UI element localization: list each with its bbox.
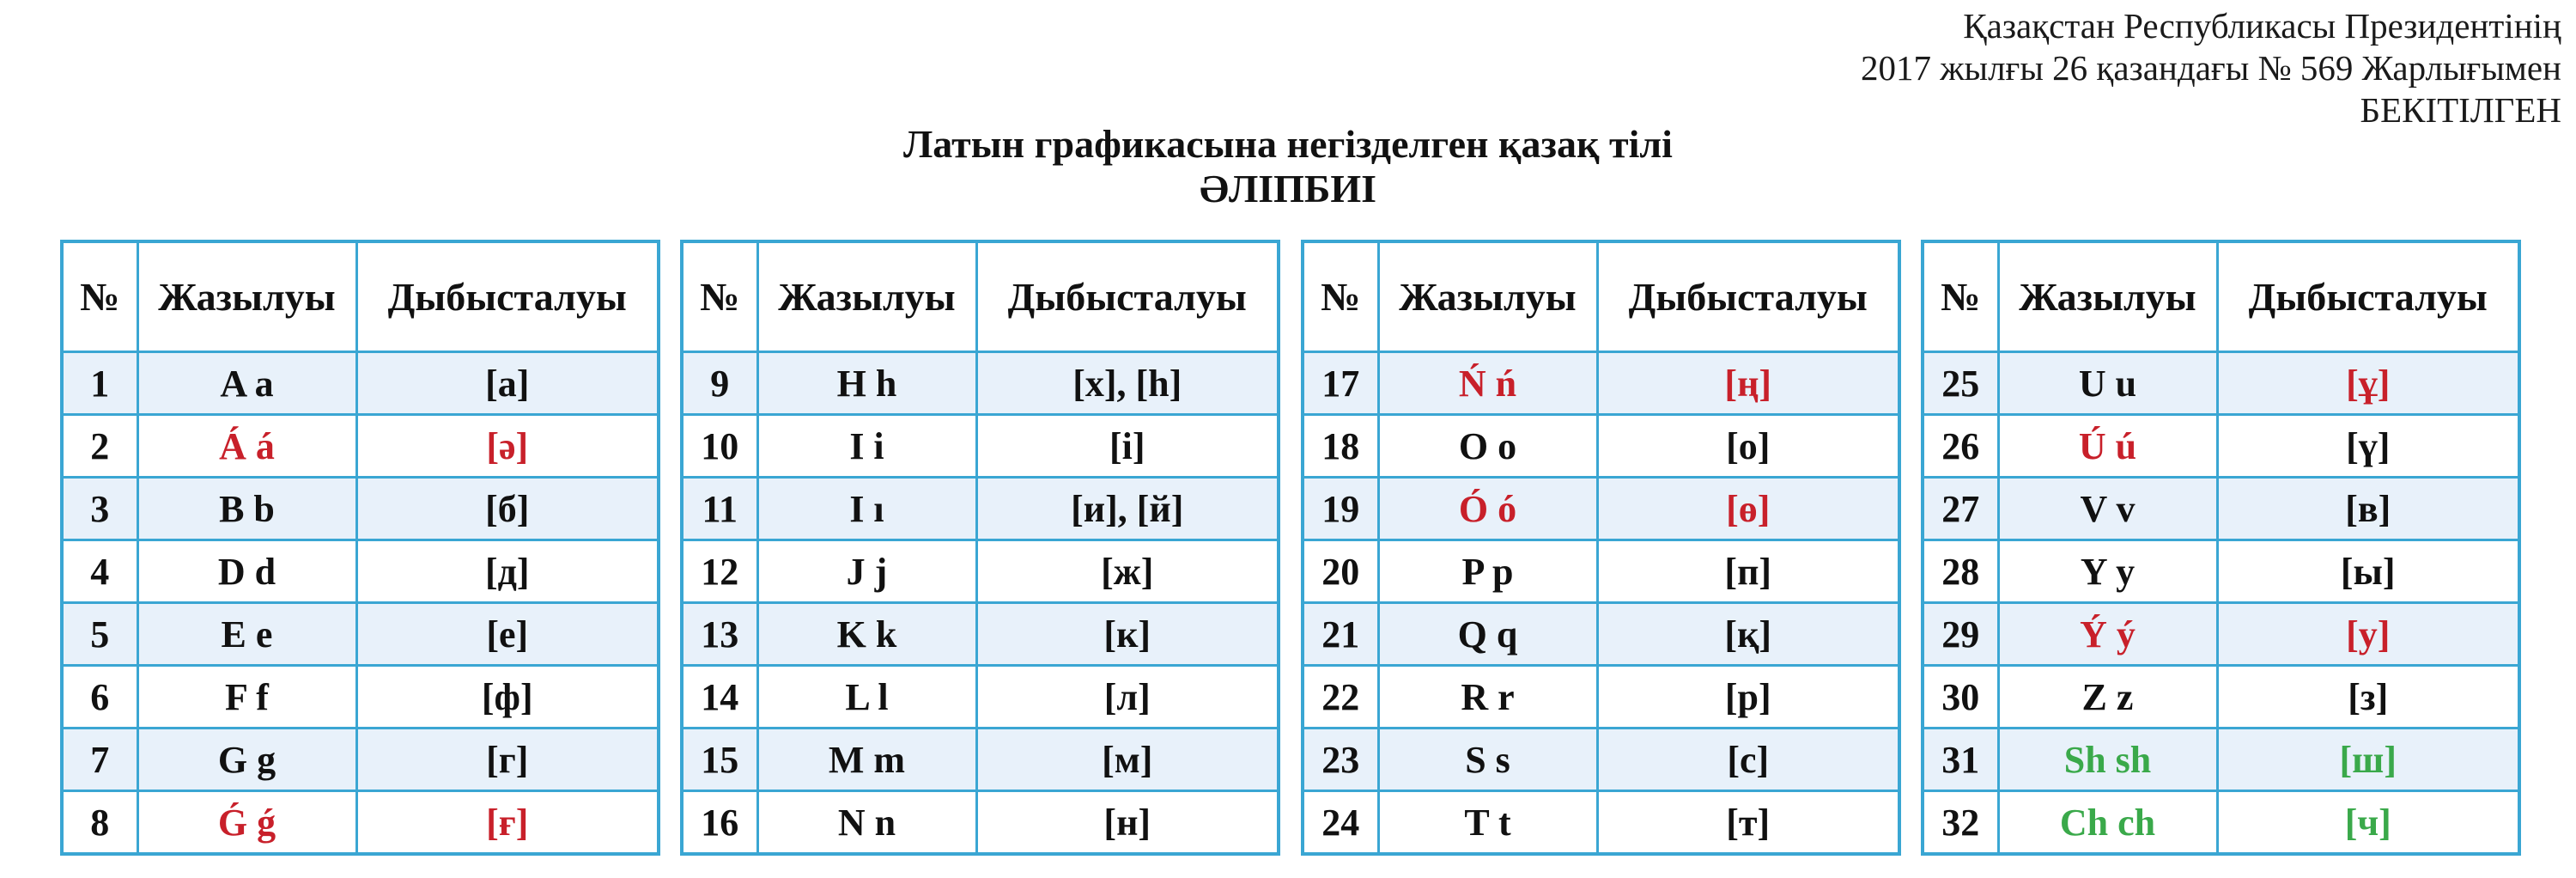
letter-pronunciation: [ң] bbox=[1597, 352, 1899, 415]
letter-writing: Ó ó bbox=[1378, 478, 1597, 540]
letter-writing: I i bbox=[757, 415, 976, 478]
letter-pronunciation: [д] bbox=[356, 540, 659, 603]
table-row bbox=[1303, 415, 1899, 478]
letter-number: 21 bbox=[1303, 603, 1378, 666]
letter-pronunciation: [ғ] bbox=[356, 791, 659, 855]
letter-number: 16 bbox=[682, 791, 757, 855]
table-row bbox=[62, 729, 659, 791]
alphabet-table-2 bbox=[680, 240, 1280, 856]
letter-number: 6 bbox=[62, 666, 137, 729]
letter-number: 31 bbox=[1923, 729, 1998, 791]
letter-pronunciation: [ә] bbox=[356, 415, 659, 478]
alphabet-table-3 bbox=[1301, 240, 1901, 856]
letter-number: 8 bbox=[62, 791, 137, 855]
header-pronunciation: Дыбысталуы bbox=[976, 241, 1279, 352]
letter-writing: O o bbox=[1378, 415, 1597, 478]
letter-number: 27 bbox=[1923, 478, 1998, 540]
table-row bbox=[62, 352, 659, 415]
letter-pronunciation: [е] bbox=[356, 603, 659, 666]
letter-pronunciation: [ф] bbox=[356, 666, 659, 729]
header-writing: Жазылуы bbox=[1998, 241, 2217, 352]
approval-stamp bbox=[1861, 5, 2561, 131]
header-number: № bbox=[62, 241, 137, 352]
header-writing: Жазылуы bbox=[1378, 241, 1597, 352]
letter-writing: Y y bbox=[1998, 540, 2217, 603]
table-row bbox=[682, 791, 1279, 855]
letter-number: 23 bbox=[1303, 729, 1378, 791]
letter-writing: Ú ú bbox=[1998, 415, 2217, 478]
letter-number: 11 bbox=[682, 478, 757, 540]
table-row bbox=[1923, 603, 2519, 666]
letter-number: 26 bbox=[1923, 415, 1998, 478]
table-row bbox=[62, 540, 659, 603]
letter-number: 29 bbox=[1923, 603, 1998, 666]
letter-writing: A a bbox=[137, 352, 356, 415]
letter-writing: Ǵ ǵ bbox=[137, 791, 356, 855]
letter-pronunciation: [з] bbox=[2217, 666, 2519, 729]
letter-writing: Ý ý bbox=[1998, 603, 2217, 666]
letter-writing: D d bbox=[137, 540, 356, 603]
table-row bbox=[1923, 729, 2519, 791]
letter-number: 15 bbox=[682, 729, 757, 791]
letter-number: 12 bbox=[682, 540, 757, 603]
table-row bbox=[1303, 729, 1899, 791]
letter-pronunciation: [і] bbox=[976, 415, 1279, 478]
letter-pronunciation: [ш] bbox=[2217, 729, 2519, 791]
header-pronunciation: Дыбысталуы bbox=[356, 241, 659, 352]
letter-pronunciation: [п] bbox=[1597, 540, 1899, 603]
header-writing: Жазылуы bbox=[137, 241, 356, 352]
table-header-row bbox=[62, 241, 659, 352]
table-row bbox=[1303, 791, 1899, 855]
letter-number: 17 bbox=[1303, 352, 1378, 415]
letter-number: 24 bbox=[1303, 791, 1378, 855]
letter-writing: S s bbox=[1378, 729, 1597, 791]
alphabet-table-4 bbox=[1921, 240, 2521, 856]
letter-number: 5 bbox=[62, 603, 137, 666]
letter-pronunciation: [о] bbox=[1597, 415, 1899, 478]
letter-writing: G g bbox=[137, 729, 356, 791]
letter-writing: F f bbox=[137, 666, 356, 729]
table-row bbox=[1923, 791, 2519, 855]
table-row bbox=[682, 415, 1279, 478]
letter-writing: Z z bbox=[1998, 666, 2217, 729]
letter-writing: Ń ń bbox=[1378, 352, 1597, 415]
letter-writing: I ı bbox=[757, 478, 976, 540]
table-row bbox=[1303, 666, 1899, 729]
letter-writing: Q q bbox=[1378, 603, 1597, 666]
table-row bbox=[62, 666, 659, 729]
header-number: № bbox=[1923, 241, 1998, 352]
approval-line-3: БЕКІТІЛГЕН bbox=[2360, 90, 2561, 130]
table-row bbox=[1303, 352, 1899, 415]
letter-pronunciation: [м] bbox=[976, 729, 1279, 791]
letter-number: 14 bbox=[682, 666, 757, 729]
letter-number: 13 bbox=[682, 603, 757, 666]
letter-number: 18 bbox=[1303, 415, 1378, 478]
table-row bbox=[1923, 352, 2519, 415]
letter-writing: Á á bbox=[137, 415, 356, 478]
table-row bbox=[1303, 603, 1899, 666]
header-number: № bbox=[1303, 241, 1378, 352]
letter-number: 2 bbox=[62, 415, 137, 478]
letter-pronunciation: [с] bbox=[1597, 729, 1899, 791]
letter-pronunciation: [в] bbox=[2217, 478, 2519, 540]
header-pronunciation: Дыбысталуы bbox=[2217, 241, 2519, 352]
letter-number: 3 bbox=[62, 478, 137, 540]
letter-pronunciation: [к] bbox=[976, 603, 1279, 666]
letter-number: 10 bbox=[682, 415, 757, 478]
letter-number: 20 bbox=[1303, 540, 1378, 603]
letter-pronunciation: [ж] bbox=[976, 540, 1279, 603]
table-header-row bbox=[1923, 241, 2519, 352]
table-row bbox=[1303, 540, 1899, 603]
table-header-row bbox=[682, 241, 1279, 352]
letter-pronunciation: [а] bbox=[356, 352, 659, 415]
letter-writing: U u bbox=[1998, 352, 2217, 415]
letter-pronunciation: [қ] bbox=[1597, 603, 1899, 666]
letter-pronunciation: [б] bbox=[356, 478, 659, 540]
approval-line-1: Қазақстан Республикасы Президентінің bbox=[1963, 6, 2561, 46]
table-row bbox=[1923, 540, 2519, 603]
letter-writing: R r bbox=[1378, 666, 1597, 729]
letter-number: 32 bbox=[1923, 791, 1998, 855]
letter-writing: Sh sh bbox=[1998, 729, 2217, 791]
letter-writing: B b bbox=[137, 478, 356, 540]
letter-pronunciation: [ч] bbox=[2217, 791, 2519, 855]
letter-pronunciation: [ө] bbox=[1597, 478, 1899, 540]
letter-writing: K k bbox=[757, 603, 976, 666]
letter-pronunciation: [н] bbox=[976, 791, 1279, 855]
table-header-row bbox=[1303, 241, 1899, 352]
letter-writing: V v bbox=[1998, 478, 2217, 540]
letter-writing: E e bbox=[137, 603, 356, 666]
document-title bbox=[0, 122, 2576, 211]
alphabet-tables bbox=[0, 240, 2576, 851]
letter-number: 19 bbox=[1303, 478, 1378, 540]
table-row bbox=[62, 478, 659, 540]
letter-number: 28 bbox=[1923, 540, 1998, 603]
letter-writing: P p bbox=[1378, 540, 1597, 603]
letter-writing: M m bbox=[757, 729, 976, 791]
letter-pronunciation: [и], [й] bbox=[976, 478, 1279, 540]
letter-writing: Ch ch bbox=[1998, 791, 2217, 855]
letter-writing: L l bbox=[757, 666, 976, 729]
alphabet-table-1 bbox=[60, 240, 660, 856]
letter-number: 9 bbox=[682, 352, 757, 415]
table-row bbox=[1923, 666, 2519, 729]
letter-number: 1 bbox=[62, 352, 137, 415]
letter-pronunciation: [ұ] bbox=[2217, 352, 2519, 415]
title-line-2: ӘЛІПБИІ bbox=[1199, 167, 1377, 210]
table-row bbox=[1303, 478, 1899, 540]
table-row bbox=[682, 540, 1279, 603]
letter-pronunciation: [у] bbox=[2217, 603, 2519, 666]
letter-number: 30 bbox=[1923, 666, 1998, 729]
table-row bbox=[682, 666, 1279, 729]
letter-number: 4 bbox=[62, 540, 137, 603]
letter-writing: H h bbox=[757, 352, 976, 415]
table-row bbox=[682, 478, 1279, 540]
table-row bbox=[1923, 478, 2519, 540]
title-line-1: Латын графикасына негізделген қазақ тілі bbox=[903, 122, 1673, 166]
letter-pronunciation: [ы] bbox=[2217, 540, 2519, 603]
letter-number: 25 bbox=[1923, 352, 1998, 415]
letter-writing: N n bbox=[757, 791, 976, 855]
letter-writing: T t bbox=[1378, 791, 1597, 855]
letter-pronunciation: [т] bbox=[1597, 791, 1899, 855]
header-pronunciation: Дыбысталуы bbox=[1597, 241, 1899, 352]
letter-number: 22 bbox=[1303, 666, 1378, 729]
table-row bbox=[1923, 415, 2519, 478]
table-row bbox=[682, 729, 1279, 791]
header-writing: Жазылуы bbox=[757, 241, 976, 352]
table-row bbox=[682, 352, 1279, 415]
letter-pronunciation: [г] bbox=[356, 729, 659, 791]
table-row bbox=[62, 603, 659, 666]
approval-line-2: 2017 жылғы 26 қазандағы № 569 Жарлығымен bbox=[1860, 48, 2561, 88]
table-row bbox=[682, 603, 1279, 666]
letter-pronunciation: [л] bbox=[976, 666, 1279, 729]
table-row bbox=[62, 791, 659, 855]
letter-writing: J j bbox=[757, 540, 976, 603]
header-number: № bbox=[682, 241, 757, 352]
letter-pronunciation: [х], [һ] bbox=[976, 352, 1279, 415]
letter-pronunciation: [ү] bbox=[2217, 415, 2519, 478]
table-row bbox=[62, 415, 659, 478]
letter-number: 7 bbox=[62, 729, 137, 791]
letter-pronunciation: [р] bbox=[1597, 666, 1899, 729]
